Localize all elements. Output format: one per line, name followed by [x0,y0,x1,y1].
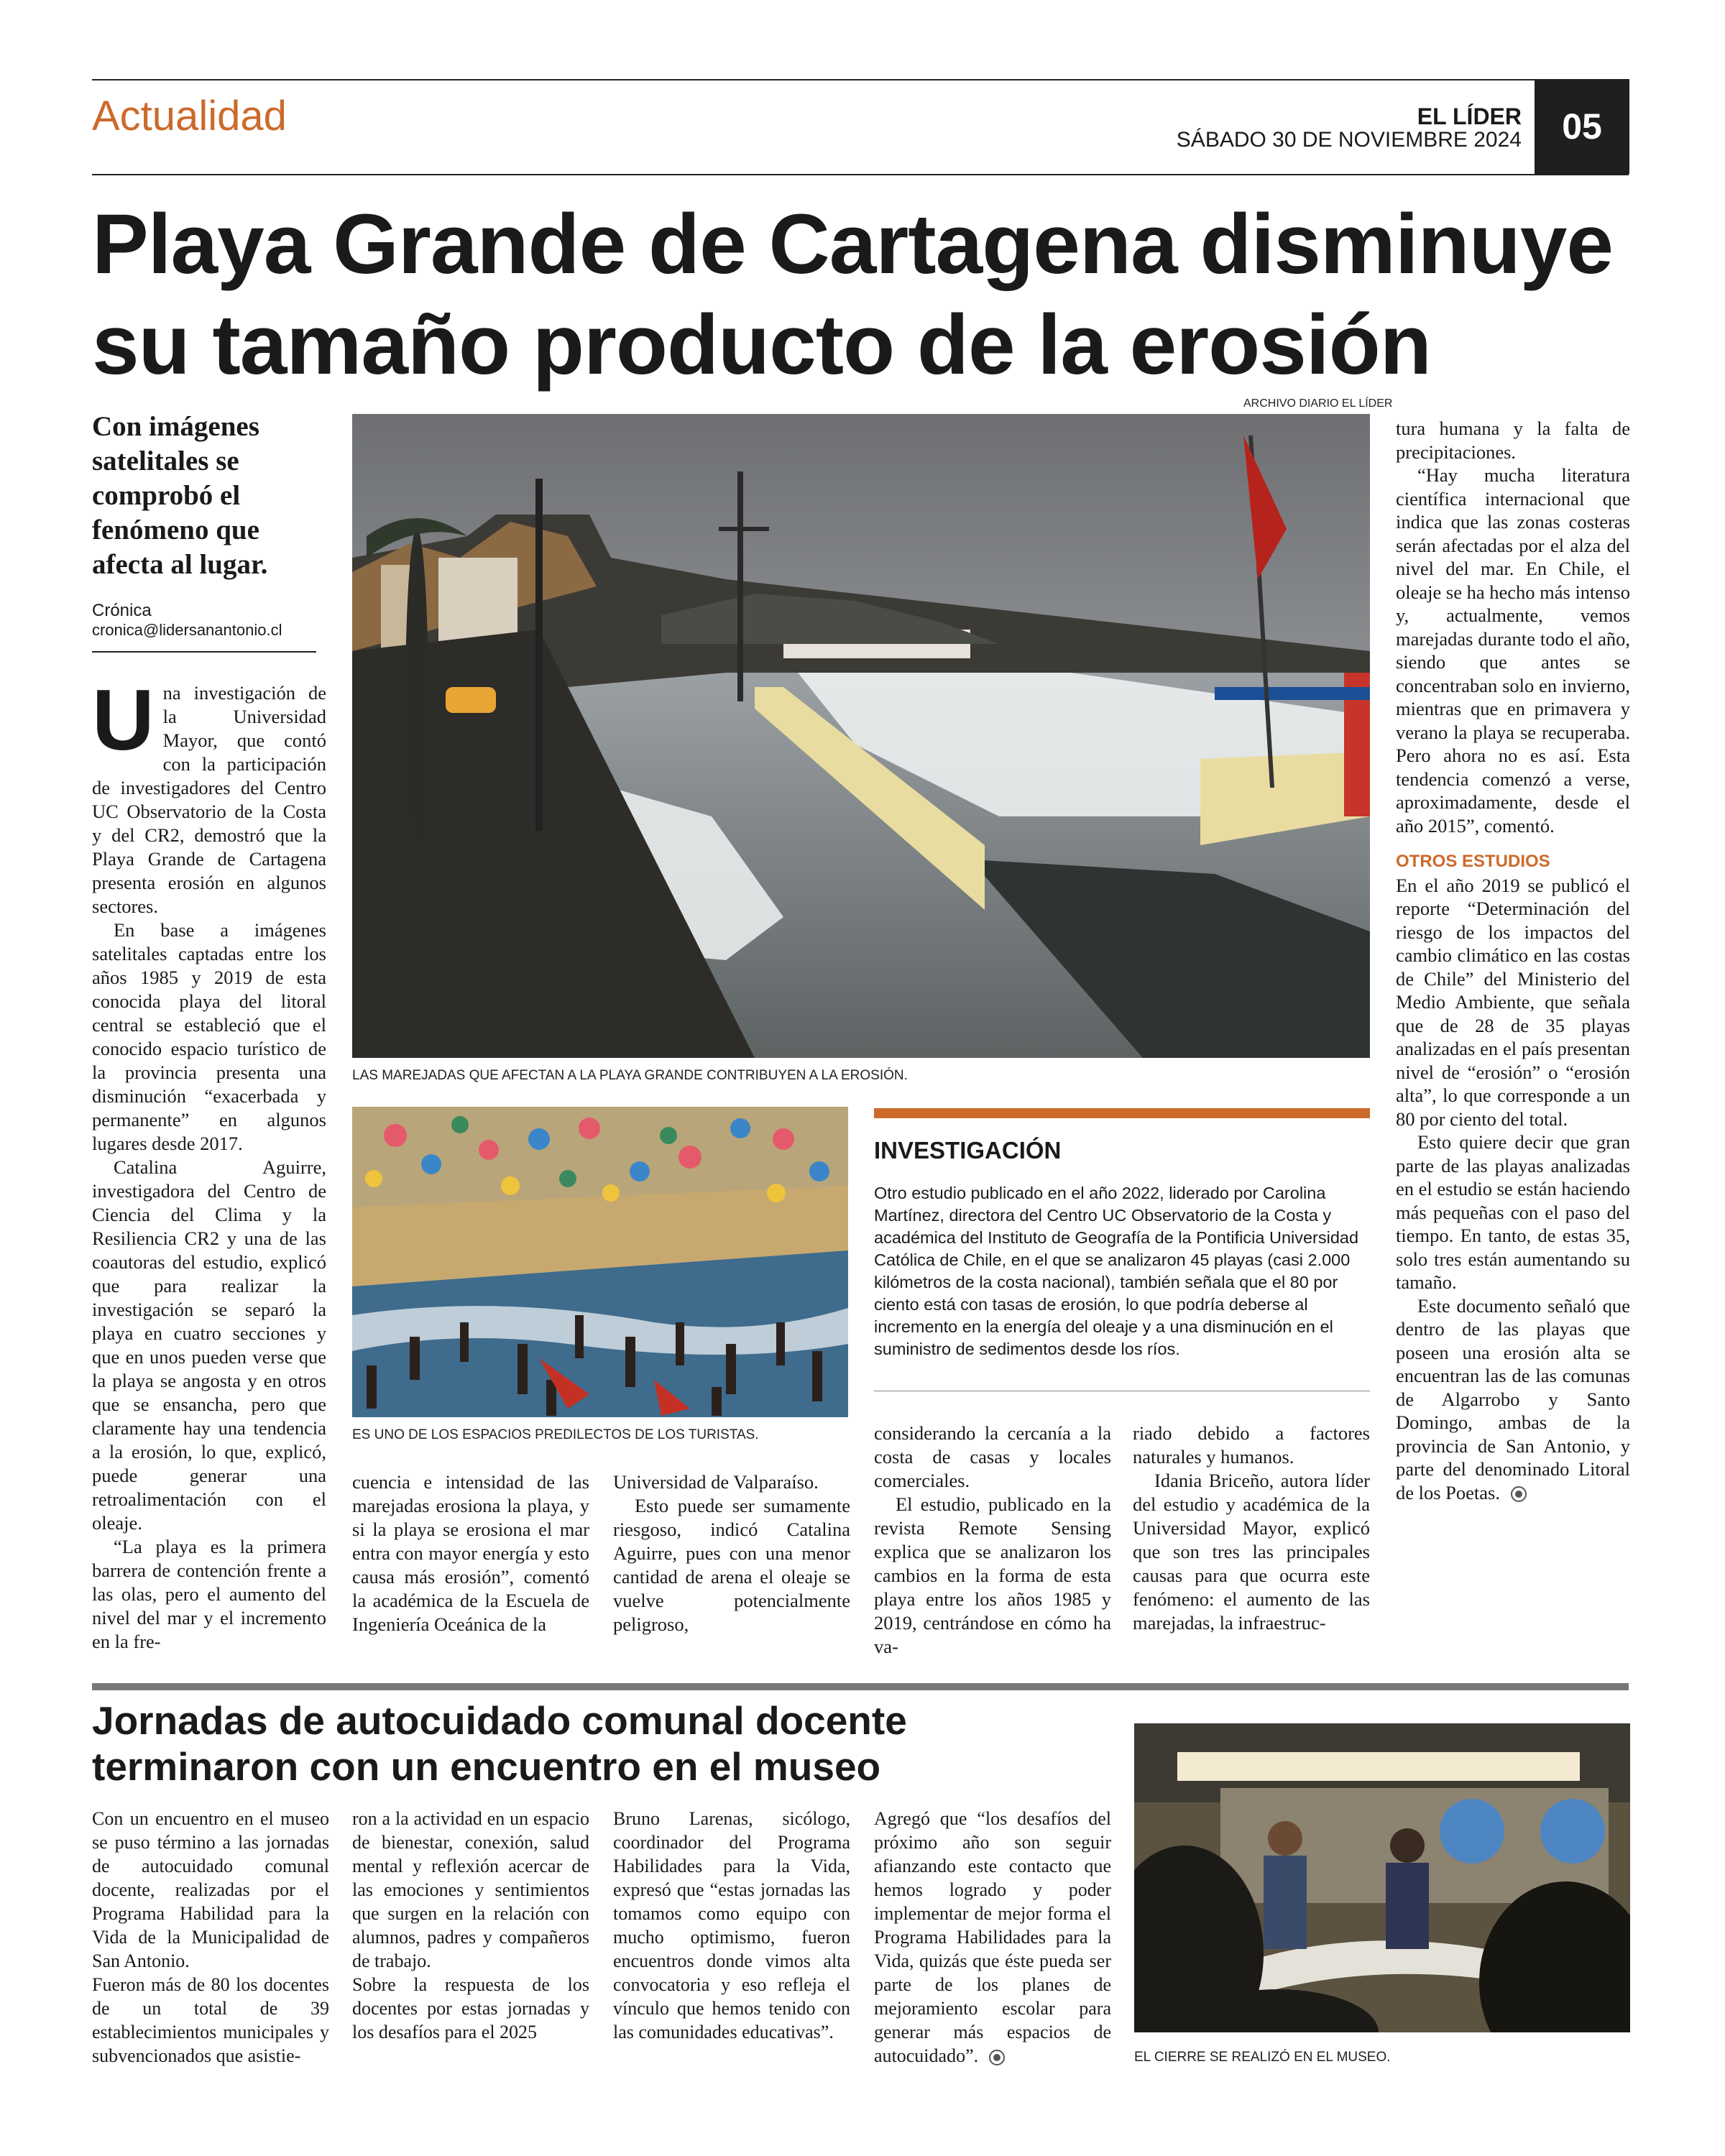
byline-rule [92,651,316,653]
second-column-3 [613,1807,850,2044]
second-headline-line-1: Jornadas de autocuidado comunal docente [92,1698,907,1743]
photo-caption-waves: LAS MAREJADAS QUE AFECTAN A LA PLAYA GRANDE CONTRIBUYEN A LA EROSIÓN. [352,1068,908,1083]
end-mark-icon [1511,1486,1527,1502]
main-column-2 [352,1470,589,1636]
paragraph [1396,1294,1630,1505]
paragraph: Universidad de Valparaíso. [613,1471,819,1493]
paper-name: EL LÍDER [1417,103,1522,129]
second-headline [92,1697,1141,1789]
main-headline-line-2: su tamaño producto de la erosión [92,298,1431,392]
byline-email: cronica@lidersanantonio.cl [92,621,282,639]
byline-name: Crónica [92,601,152,620]
main-column-4 [874,1422,1111,1659]
main-headline-line-1: Playa Grande de Cartagena disminuye [92,197,1614,292]
paragraph: El estudio, publicado en la revista Remote Sensing explica que se analizaron los cambios en la forma de esta playa entre los años 1985 y 2019, centrándose en cómo ha va- [874,1493,1111,1657]
paragraph-text: na investigación de la Universidad Mayor, que contó con la participación de investigadores del Centro UC Observatorio de la Costa y del CR2, demostró que la Playa Grande de Cartagena presenta erosión en algunos sectores. [92,682,326,917]
drop-cap: U [92,672,155,768]
beach-photo [352,1107,848,1417]
paragraph: En el año 2019 se publicó el reporte “Determinación del riesgo de los impactos del cambio climático en las costas de Chile” del Ministerio del Medio Ambiente, que señala que de 28 de 35 playas analizadas en el país presentan nivel de “erosión” o “erosión alta”, lo que corresponde a un 80 por ciento del total. [1396,874,1630,1130]
paragraph: “Hay mucha literatura científica internacional que indica que las zonas costeras serán afectadas por el alza del nivel del mar. En Chile, el oleaje se ha hecho más intenso y, actualmente, vemos marejadas durante todo el año, siendo que antes se concentraban solo en invierno, mientras que en primavera y verano la playa se recuperaba. Pero ahora no es así. Esta tendencia comenzó a verse, aproximadamente, desde el año 2015”, comentó. [1396,464,1630,837]
paragraph: Idania Briceño, autora líder del estudio y académica de la Universidad Mayor, explicó que son tres las principales causas para que ocurra este fenómeno: el aumento de las marejadas, la infraestruc- [1133,1470,1370,1634]
section-label: Actualidad [92,93,287,139]
main-column-3 [613,1470,850,1636]
photo-caption-beach: ES UNO DE LOS ESPACIOS PREDILECTOS DE LOS TURISTAS. [352,1427,759,1442]
end-mark-icon [989,2050,1005,2065]
paragraph: Bruno Larenas, sicólogo, coordinador del Programa Habilidades para la Vida, expresó que “estas jornadas las tomamos como equipo con mucho optimismo, fueron encuentros donde vimos alta convocatoria y eso refleja el vínculo que hemos tenido con las comunidades educativas”. [613,1808,850,2042]
photo-caption-museum: EL CIERRE SE REALIZÓ EN EL MUSEO. [1134,2050,1391,2065]
header-bottom-rule [92,174,1629,175]
second-headline-line-2: terminaron con un encuentro en el museo [92,1744,881,1789]
box-body: Otro estudio publicado en el año 2022, liderado por Carolina Martínez, directora del Centro UC Observatorio de la Costa y académica del Instituto de Geografía de la Pontificia Universidad Católica de Chile, en el que se analizaron 45 playas (casi 2.000 kilómetros de la costa nacional), también señala que el 80 por ciento está con tasas de erosión, lo que podría deberse al incremento en la energía del oleaje y a una disminución en el suministro de sedimentos desde los ríos. [874,1184,1359,1358]
paragraph: En base a imágenes satelitales captadas entre los años 1985 y 2019 de esta conocida playa del litoral central se estableció que el conocido espacio turístico de la provincia presenta una disminución “exacerbada y permanente” en algunos lugares desde 2017. [92,919,326,1154]
paragraph: Esto quiere decir que gran parte de las playas analizadas en el estudio se están haciendo más pequeñas con el paso del tiempo. En tanto, de estas 35, solo tres están aumentando su tamaño. [1396,1131,1630,1293]
second-column-2 [352,1807,589,2044]
main-column-5 [1133,1422,1370,1635]
paragraph-text: Este documento señaló que dentro de las playas que poseen una erosión alta se encuentran las de las comunas de Algarrobo y Santo Domingo, ambas de la provincia de San Antonio, y parte del denominado Litoral de los Poetas. [1396,1294,1630,1503]
paragraph: Esto puede ser sumamente riesgoso, indicó Catalina Aguirre, pues con una menor cantidad de arena el oleaje se vuelve potencialmente peligroso, [613,1495,850,1635]
paragraph: Catalina Aguirre, investigadora del Centro de Ciencia del Clima y la Resiliencia CR2 y una de las coautoras del estudio, explicó que para realizar la investigación se separó la playa en cuatro secciones y que en unos pueden verse que la playa se angosta y en otros que se ensancha, pero que claramente hay una tendencia a la erosión, lo que, explicó, puede generar una retroalimentación con el oleaje. [92,1156,326,1534]
paragraph [874,1807,1111,2068]
paragraph: ron a la actividad en un espacio de bienestar, conexión, salud mental y reflexión acercar de las emociones y sentimientos que surgen en la relación con alumnos, padres y compañeros de trabajo. [352,1808,589,1971]
paragraph-text: Agregó que “los desafíos del próximo año son seguir afianzando este contacto que hemos logrado y poder implementar de mejor forma el Programa Habilidades para la Vida, quizás que éste pueda ser parte de los planes de mejoramiento escolar para generar más espacios de autocuidado”. [874,1808,1111,2066]
paragraph: riado debido a factores naturales y humanos. [1133,1422,1370,1468]
second-article-rule [92,1683,1629,1690]
top-rule [92,79,1629,80]
main-column-6 [1396,417,1630,1504]
paragraph [92,672,326,918]
paragraph: Fueron más de 80 los docentes de un total de 39 establecimientos municipales y subvencionados que asistie- [92,1974,329,2066]
paragraph: Con un encuentro en el museo se puso término a las jornadas de autocuidado comunal docente, realizadas por el Programa Habilidad para la Vida de la Municipalidad de San Antonio. [92,1808,329,1971]
subhead-otros-estudios: OTROS ESTUDIOS [1396,852,1550,871]
main-column-1 [92,672,326,1654]
box-accent-bar [874,1108,1370,1118]
paragraph: Sobre la respuesta de los docentes por estas jornadas y los desafíos para el 2025 [352,1974,589,2042]
paragraph: cuencia e intensidad de las marejadas erosiona la playa, y si la playa se erosiona el mar entra con mayor energía y esto causa más erosión”, comentó la académica de la Escuela de Ingeniería Oceánica de la [352,1471,589,1635]
main-headline [92,194,1637,395]
paragraph: tura humana y la falta de precipitaciones. [1396,418,1630,463]
page-number: 05 [1535,79,1629,174]
box-title: INVESTIGACIÓN [874,1137,1062,1164]
photo-credit: ARCHIVO DIARIO EL LÍDER [1243,397,1393,410]
paper-date: SÁBADO 30 DE NOVIEMBRE 2024 [1176,128,1522,152]
museum-photo [1134,1723,1630,2032]
paragraph: considerando la cercanía a la costa de casas y locales comerciales. [874,1422,1111,1491]
paragraph: “La playa es la primera barrera de contención frente a las olas, pero el aumento del nivel del mar y el incremento en la fre- [92,1536,326,1652]
waves-photo [352,414,1370,1058]
second-column-1 [92,1807,329,2068]
second-column-4 [874,1807,1111,2068]
article-deck: Con imágenes satelitales se comprobó el fenómeno que afecta al lugar. [92,411,268,580]
